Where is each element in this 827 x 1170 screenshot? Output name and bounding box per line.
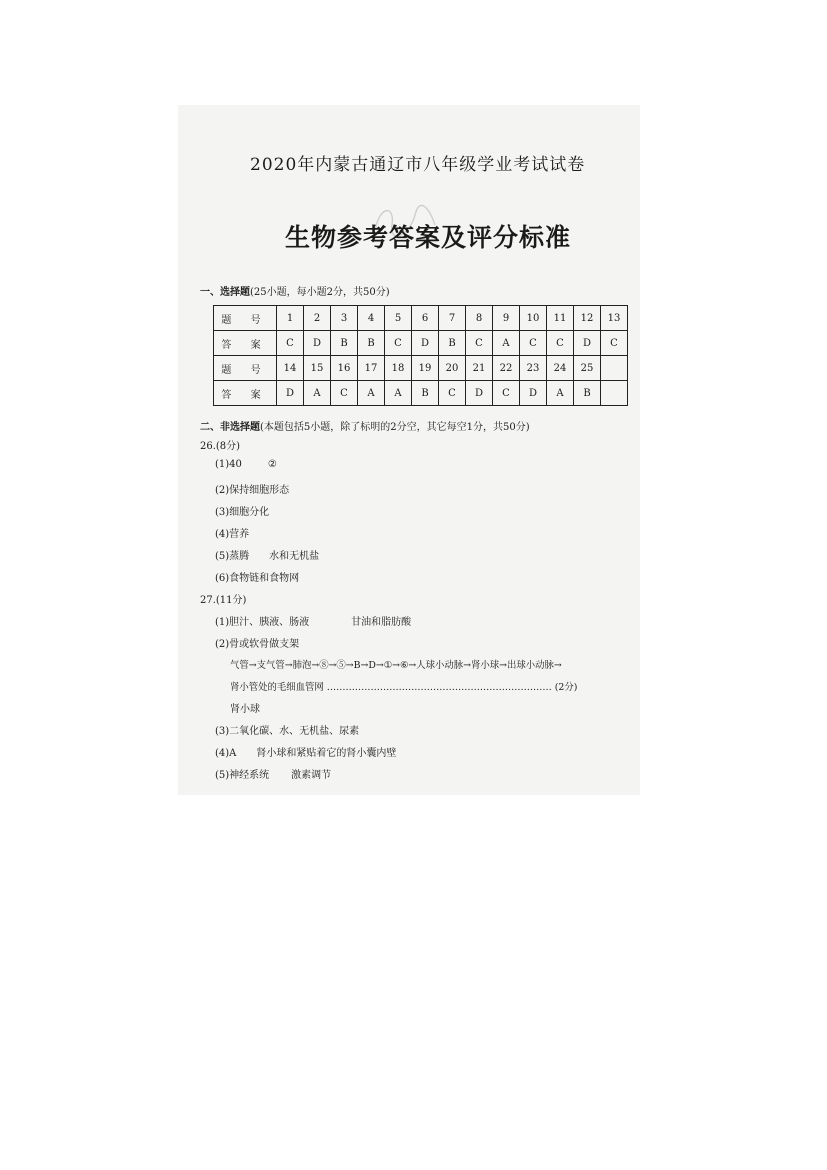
answer-cell: C: [331, 381, 358, 406]
q27-answer-4b: 肾小球和紧贴着它的肾小囊内壁: [256, 748, 397, 759]
exam-title: 2020年内蒙古通辽市八年级学业考试试卷: [250, 155, 586, 175]
section1-heading: 一、选择题: [200, 287, 250, 298]
answer-cell: C: [601, 331, 628, 356]
answer-cell: B: [574, 381, 601, 406]
question-number-cell: 9: [493, 306, 520, 331]
answer-cell: D: [574, 331, 601, 356]
q26-answer-2: (2)保持细胞形态: [215, 485, 290, 496]
q27-answer-4a: (4)A: [215, 748, 237, 759]
section1-heading-line: [200, 283, 390, 298]
q27-label: 27.(11分): [200, 595, 247, 606]
answer-table: [213, 305, 628, 406]
q26-answer-4: (4)营养: [215, 529, 250, 540]
q27-answer-1b: 甘油和脂肪酸: [351, 617, 412, 628]
q27-answer-4: [215, 744, 396, 759]
answer-cell: B: [412, 381, 439, 406]
row-label: 答 案: [214, 381, 277, 406]
answer-cell: D: [412, 331, 439, 356]
row-label: 答 案: [214, 331, 277, 356]
answer-cell: A: [493, 331, 520, 356]
answer-cell: D: [466, 381, 493, 406]
answer-cell: A: [547, 381, 574, 406]
q26-label: 26.(8分): [200, 441, 241, 452]
table-row-answers-1: [214, 331, 628, 356]
question-number-cell: 22: [493, 356, 520, 381]
q27-answer-1a: (1)胆汁、胰液、肠液: [215, 617, 310, 628]
section2-heading: 二、非选择题: [200, 422, 260, 433]
question-number-cell: 2: [304, 306, 331, 331]
question-number-cell: 18: [385, 356, 412, 381]
q27-answer-5: [215, 766, 331, 781]
answer-cell: D: [520, 381, 547, 406]
question-number-cell: 16: [331, 356, 358, 381]
question-number-cell: 13: [601, 306, 628, 331]
q27-answer-3: (3)二氧化碳、水、无机盐、尿素: [215, 726, 360, 737]
section2-note: (本题包括5小题，除了标明的2分空，其它每空1分，共50分): [260, 422, 530, 433]
answer-cell: [601, 381, 628, 406]
question-number-cell: 12: [574, 306, 601, 331]
answer-cell: B: [439, 331, 466, 356]
q26-answer-1a: (1)40: [215, 459, 242, 470]
answer-key-title: 生物参考答案及评分标准: [285, 223, 572, 252]
answer-cell: C: [520, 331, 547, 356]
table-row-numbers-2: [214, 356, 628, 381]
question-number-cell: 25: [574, 356, 601, 381]
question-number-cell: [601, 356, 628, 381]
q26-answer-1b: ②: [267, 459, 277, 470]
q27-answer-5a: (5)神经系统: [215, 770, 270, 781]
table-row-answers-2: [214, 381, 628, 406]
row-label: 题 号: [214, 306, 277, 331]
answer-cell: D: [277, 381, 304, 406]
question-number-cell: 6: [412, 306, 439, 331]
q27-answer-2-path-cont: 肾小管处的毛细血管网 ……………………………………………………………… (2分): [230, 682, 578, 693]
question-number-cell: 23: [520, 356, 547, 381]
question-number-cell: 11: [547, 306, 574, 331]
question-number-cell: 20: [439, 356, 466, 381]
question-number-cell: 7: [439, 306, 466, 331]
q26-answer-5b: 水和无机盐: [269, 551, 320, 562]
question-number-cell: 19: [412, 356, 439, 381]
answer-cell: C: [466, 331, 493, 356]
question-number-cell: 24: [547, 356, 574, 381]
question-number-cell: 5: [385, 306, 412, 331]
q26-answer-5: [215, 547, 319, 562]
question-number-cell: 8: [466, 306, 493, 331]
answer-cell: C: [493, 381, 520, 406]
question-number-cell: 17: [358, 356, 385, 381]
section2-heading-line: [200, 418, 530, 433]
section1-note: (25小题，每小题2分，共50分): [250, 287, 390, 298]
question-number-cell: 4: [358, 306, 385, 331]
answer-cell: C: [439, 381, 466, 406]
answer-cell: A: [304, 381, 331, 406]
answer-cell: A: [358, 381, 385, 406]
q26-answer-6: (6)食物链和食物网: [215, 573, 300, 584]
q27-answer-2: (2)骨或软骨做支架: [215, 639, 300, 650]
q27-answer-2-extra: 肾小球: [230, 704, 260, 715]
q26-answer-5a: (5)蒸腾: [215, 551, 250, 562]
q27-answer-5b: 激素调节: [291, 770, 332, 781]
answer-cell: C: [277, 331, 304, 356]
row-label: 题 号: [214, 356, 277, 381]
q26-answer-1: [215, 459, 277, 470]
q27-answer-1: [215, 613, 411, 628]
question-number-cell: 14: [277, 356, 304, 381]
question-number-cell: 3: [331, 306, 358, 331]
answer-cell: D: [304, 331, 331, 356]
question-number-cell: 21: [466, 356, 493, 381]
question-number-cell: 15: [304, 356, 331, 381]
q26-answer-3: (3)细胞分化: [215, 507, 270, 518]
question-number-cell: 1: [277, 306, 304, 331]
answer-cell: A: [385, 381, 412, 406]
answer-cell: C: [547, 331, 574, 356]
q27-answer-2-path: 气管→支气管→肺泡→⑧→⑤→B→D→①→⑥→人球小动脉→肾小球→出球小动脉→: [230, 660, 562, 671]
answer-cell: B: [358, 331, 385, 356]
table-row-numbers-1: [214, 306, 628, 331]
answer-cell: B: [331, 331, 358, 356]
question-number-cell: 10: [520, 306, 547, 331]
answer-cell: C: [385, 331, 412, 356]
